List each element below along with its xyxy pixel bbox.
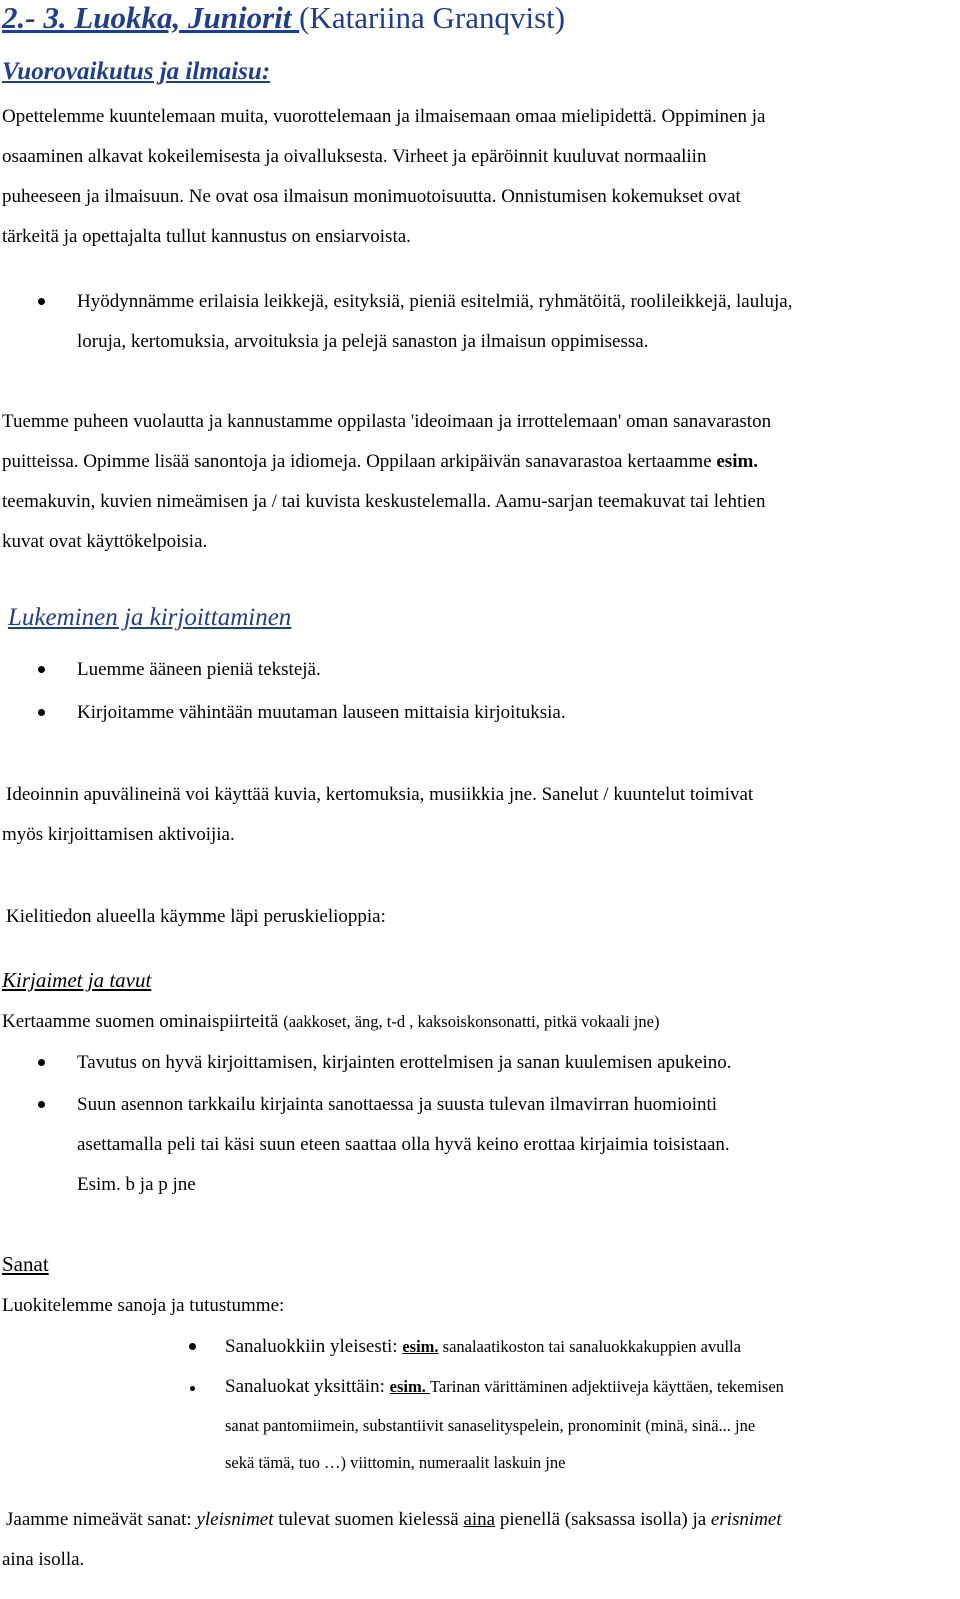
grammar-intro: Kielitiedon alueella käymme läpi peruskielioppia: xyxy=(6,906,386,927)
paragraph-line: puheeseen ja ilmaisuun. Ne ovat osa ilmaisun monimuotoisuutta. Onnistumisen kokemukset ovat xyxy=(2,186,741,207)
intro-text: Kertaamme suomen ominaispiirteitä xyxy=(2,1011,284,1032)
bullet-line: loruja, kertomuksia, arvoituksia ja pelejä sanaston ja ilmaisun oppimisessa. xyxy=(77,331,649,352)
names-text: tulevat suomen kielessä xyxy=(273,1509,464,1530)
names-text: pienellä (saksassa isolla) ja xyxy=(495,1509,711,1530)
bullet-activities xyxy=(77,282,792,362)
item-line: sanat pantomiimein, substantiivit sanaselityspelein, pronominit (minä, sinä... jne xyxy=(225,1416,756,1435)
paragraph-text: puitteissa. Opimme lisää sanontoja ja idiomeja. Oppilaan arkipäivän sanavarastoa kertaamme xyxy=(2,451,717,472)
bullet-syllables: Tavutus on hyvä kirjoittamisen, kirjainten erottelmisen ja sanan kuulemisen apukeino. xyxy=(77,1052,732,1073)
bullet-mouth-position xyxy=(77,1085,730,1205)
bullet-line: Hyödynnämme erilaisia leikkejä, esityksiä, pieniä esitelmiä, ryhmätöitä, roolileikkejä, lauluja, xyxy=(77,291,793,312)
item-line: sekä tämä, tuo …) viittomin, numeraalit laskuin jne xyxy=(225,1453,566,1472)
paragraph-line: Tuemme puheen vuolautta ja kannustamme oppilasta 'ideoimaan ja irrottelemaan' oman sanavaraston xyxy=(2,411,772,432)
item-word-classes xyxy=(225,1327,741,1367)
heading-lukeminen: Lukeminen ja kirjoittaminen xyxy=(8,604,292,631)
paragraph-line: kuvat ovat käyttökelpoisia. xyxy=(2,531,208,552)
item-single-word-classes xyxy=(225,1367,784,1481)
support-paragraph xyxy=(2,402,771,562)
item-text: Sanaluokkiin yleisesti: xyxy=(225,1336,403,1357)
esim-bold: esim. xyxy=(402,1337,439,1356)
intro-paragraph xyxy=(2,97,765,257)
names-paragraph xyxy=(2,1500,782,1580)
paragraph-line: osaaminen alkavat kokeilemisesta ja oivalluksesta. Virheet ja epäröinnit kuuluvat normaaliin xyxy=(2,146,707,167)
item-line xyxy=(225,1367,784,1407)
heading-kirjaimet: Kirjaimet ja tavut xyxy=(2,968,152,992)
bullet-dot xyxy=(190,1386,195,1391)
paragraph-line: teemakuvin, kuvien nimeämisen ja / tai kuvista keskustelemalla. Aamu-sarjan teemakuvat tai lehtien xyxy=(2,491,766,512)
paragraph-line: Opettelemme kuuntelemaan muita, vuorottelemaan ja ilmaisemaan omaa mielipidettä. Oppiminen ja xyxy=(2,106,766,127)
words-intro: Luokitelemme sanoja ja tutustumme: xyxy=(2,1295,285,1316)
esim-bold: esim. xyxy=(716,451,759,472)
esim-bold: esim. xyxy=(389,1377,430,1396)
title-main: 2.- 3. Luokka, Juniorit xyxy=(2,0,300,35)
bullet-line: Esim. b ja p jne xyxy=(77,1174,196,1195)
paragraph-line: aina isolla. xyxy=(2,1549,85,1570)
bullet-dot xyxy=(38,666,45,673)
item-text: Sanaluokat yksittäin: xyxy=(225,1376,390,1397)
item-text: sanalaatikoston tai sanaluokkakuppien avulla xyxy=(438,1337,741,1356)
term-aina: aina xyxy=(463,1509,496,1530)
paragraph-line: tärkeitä ja opettajalta tullut kannustus on ensiarvoista. xyxy=(2,226,411,247)
ideas-paragraph xyxy=(2,775,754,855)
names-text: Jaamme nimeävät sanat: xyxy=(6,1509,197,1530)
intro-examples: (aakkoset, äng, t-d , kaksoiskonsonatti, pitkä vokaali jne) xyxy=(283,1012,660,1031)
page-title xyxy=(2,0,565,36)
paragraph-line: Ideoinnin apuvälineinä voi käyttää kuvia, kertomuksia, musiikkia jne. Sanelut / kuuntelut toimivat xyxy=(6,784,754,805)
bullet-dot xyxy=(38,709,45,716)
title-teacher: (Katariina Granqvist) xyxy=(299,0,566,35)
bullet-writing: Kirjoitamme vähintään muutaman lauseen mittaisia kirjoituksia. xyxy=(77,702,566,723)
bullet-line: Suun asennon tarkkailu kirjainta sanottaessa ja suusta tulevan ilmavirran huomiointi xyxy=(77,1094,718,1115)
heading-vuorovaikutus: Vuorovaikutus ja ilmaisu: xyxy=(2,58,271,85)
bullet-dot xyxy=(38,1059,45,1066)
item-text: Tarinan värittäminen adjektiiveja käyttäen, tekemisen xyxy=(429,1377,784,1396)
term-erisnimet: erisnimet xyxy=(710,1509,782,1530)
bullet-dot xyxy=(189,1343,196,1350)
paragraph-line xyxy=(6,1500,782,1540)
paragraph-line xyxy=(2,442,771,482)
bullet-reading: Luemme ääneen pieniä tekstejä. xyxy=(77,659,321,680)
paragraph-line: myös kirjoittamisen aktivoijia. xyxy=(2,824,235,845)
letters-intro xyxy=(2,1002,659,1042)
heading-sanat: Sanat xyxy=(2,1252,49,1276)
bullet-dot xyxy=(38,298,45,305)
term-yleisnimet: yleisnimet xyxy=(196,1509,274,1530)
bullet-dot xyxy=(38,1101,45,1108)
bullet-line: asettamalla peli tai käsi suun eteen saattaa olla hyvä keino erottaa kirjaimia toisistaan. xyxy=(77,1134,730,1155)
